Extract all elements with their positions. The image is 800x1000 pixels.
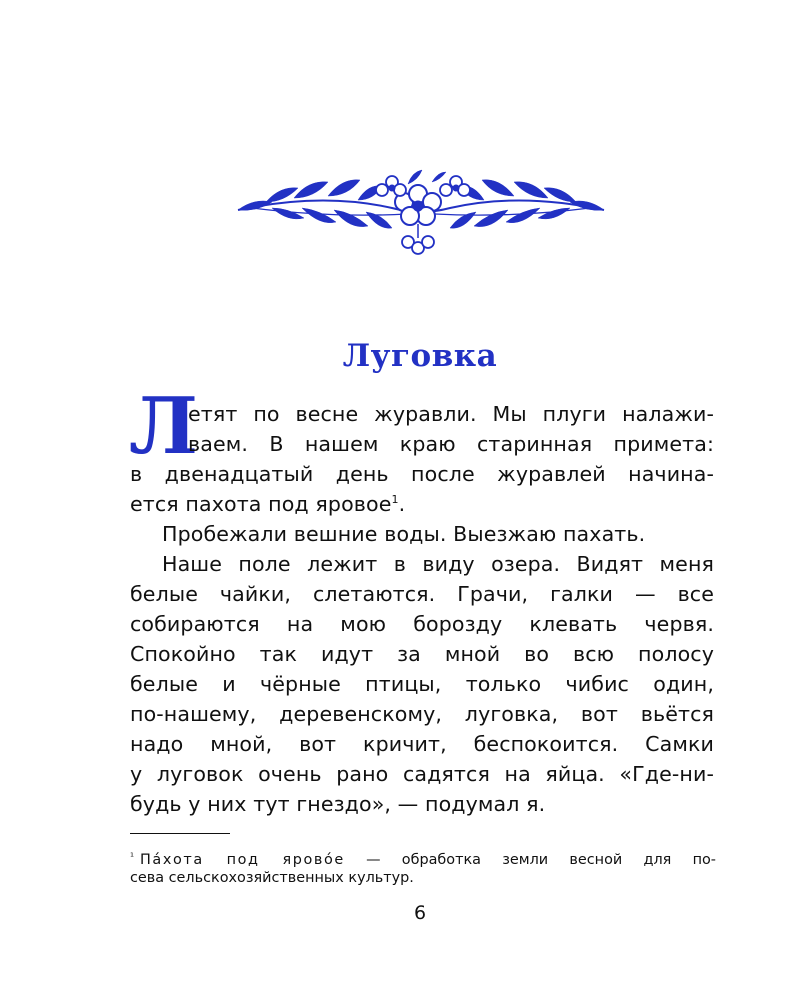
text-line: Наше поле лежит в виду озера. Видят меня [162,552,714,576]
text-line: етят по весне журавли. Мы плуги налажи- [188,402,714,426]
paragraph-2 [130,519,714,549]
text-fragment: . [398,492,406,516]
footnote-text: — обработка земли весной для по- [366,852,716,868]
page-title: Луговка [342,338,498,374]
footnote-divider [130,833,230,834]
footnote [130,848,716,888]
footnote-marker: ¹ [130,852,135,863]
text-line: ваем. В нашем краю старинная примета: [188,432,714,456]
text-line: собираются на мою борозду клевать червя. [130,612,714,636]
text-line: надо мной, вот кричит, беспокоится. Самки [130,732,714,756]
text-line: будь у них тут гнездо», — подумал я. [130,792,546,816]
footnote-ref[interactable]: 1 [391,493,399,506]
floral-ornament-icon [232,168,610,260]
drop-cap: Л [129,381,198,472]
paragraph-1 [130,399,714,519]
page-number: 6 [413,902,427,924]
text-line: по-нашему, деревенскому, луговка, вот вьётся [130,702,714,726]
footnote-line [130,848,716,868]
text-fragment: ется пахота под яровое [130,492,392,516]
text-line: Пробежали вешние воды. Выезжаю пахать. [162,522,646,546]
text-line: белые чайки, слетаются. Грачи, галки — все [130,582,714,606]
paragraph-3 [130,549,714,819]
text-line [130,489,714,519]
text-line: белые и чёрные птицы, только чибис один, [130,672,714,696]
text-line: в двенадцатый день после журавлей начина- [130,462,714,486]
text-line: Спокойно так идут за мной во всю полосу [130,642,714,666]
footnote-term: Пáхота под яровóе [140,852,345,868]
text-line: у луговок очень рано садятся на яйца. «Где-ни- [130,762,714,786]
footnote-line: сева сельскохозяйственных культур. [130,870,414,886]
